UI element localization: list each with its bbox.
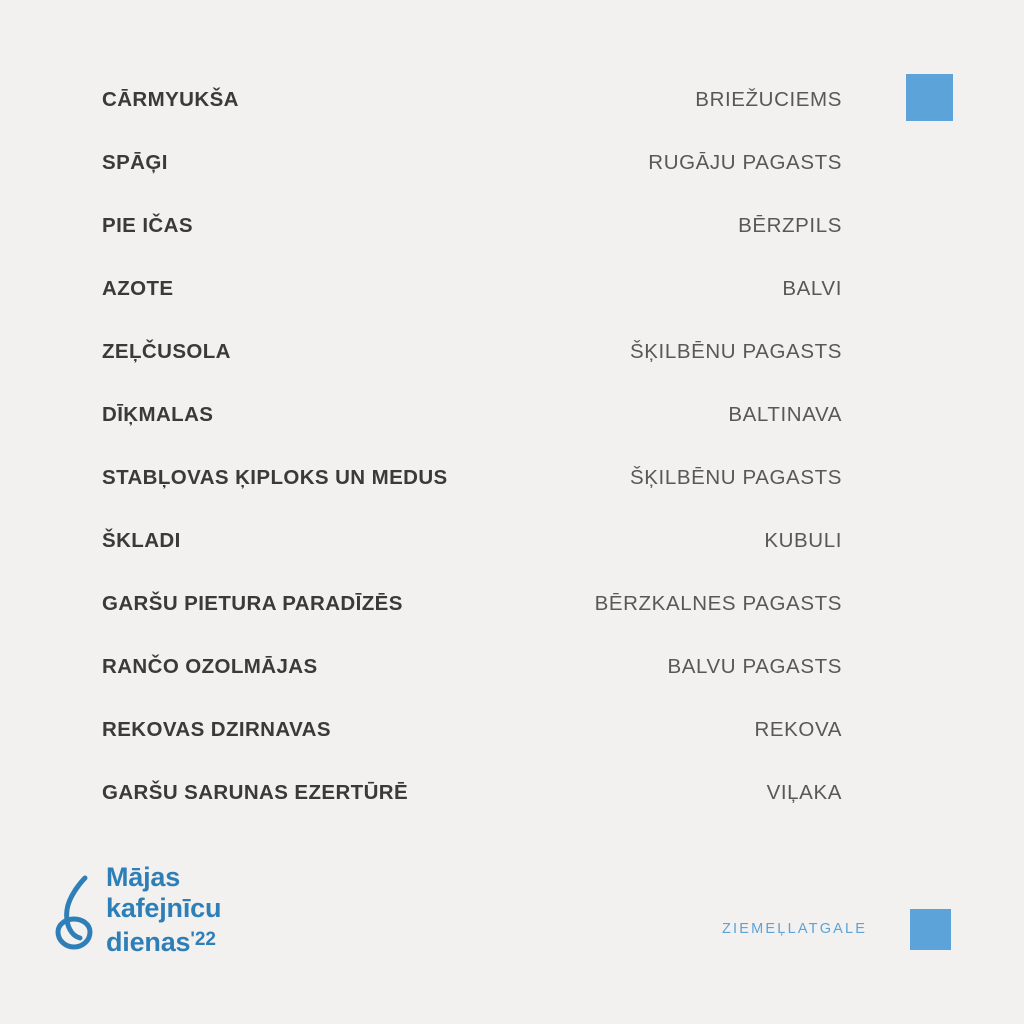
list-item: [102, 403, 842, 466]
cafe-location: BALVU PAGASTS: [667, 655, 842, 678]
brand-logo: [54, 862, 304, 958]
logo-line-3: dienas: [106, 927, 191, 957]
logo-line-1: Mājas: [106, 862, 181, 892]
logo-line-3-wrap: [106, 924, 221, 958]
logo-line-2: kafejnīcu: [106, 893, 222, 923]
cafe-name: GARŠU PIETURA PARADĪZĒS: [102, 592, 403, 615]
cafe-location: BRIEŽUCIEMS: [695, 88, 842, 111]
list-item: [102, 214, 842, 277]
list-item: [102, 88, 842, 151]
logo-year: '22: [190, 929, 216, 950]
cafe-name: STABĻOVAS ĶIPLOKS UN MEDUS: [102, 466, 448, 489]
cafe-location: VIĻAKA: [766, 781, 842, 804]
cafe-name: ŠKLADI: [102, 529, 181, 552]
cafe-name: RANČO OZOLMĀJAS: [102, 655, 318, 678]
decorative-square-top-right: [906, 74, 953, 121]
ladle-icon: [54, 874, 102, 950]
cafe-name: ZEĻČUSOLA: [102, 340, 231, 363]
list-item: [102, 151, 842, 214]
region-label: ZIEMEĻLATGALE: [722, 921, 868, 937]
logo-wordmark: [106, 862, 221, 958]
cafe-name: AZOTE: [102, 277, 174, 300]
cafe-name: PIE IČAS: [102, 214, 193, 237]
cafe-name: SPĀĢI: [102, 151, 168, 174]
cafe-name: GARŠU SARUNAS EZERTŪRĒ: [102, 781, 409, 804]
list-item: [102, 718, 842, 781]
cafe-name: CĀRMYUKŠA: [102, 88, 239, 111]
cafe-name: DĪĶMALAS: [102, 403, 214, 426]
cafe-location: KUBULI: [764, 529, 842, 552]
cafe-location: ŠĶILBĒNU PAGASTS: [629, 340, 842, 363]
cafe-location: REKOVA: [754, 718, 842, 741]
decorative-square-bottom-right: [910, 909, 951, 950]
list-item: [102, 340, 842, 403]
list-item: [102, 466, 842, 529]
cafe-location: BĒRZPILS: [738, 214, 842, 237]
cafe-location: RUGĀJU PAGASTS: [648, 151, 842, 174]
list-item: [102, 781, 842, 844]
list-item: [102, 529, 842, 592]
cafe-location: BALTINAVA: [728, 403, 842, 426]
list-item: [102, 277, 842, 340]
cafe-location: BALVI: [782, 277, 842, 300]
cafe-name: REKOVAS DZIRNAVAS: [102, 718, 331, 741]
cafe-location: BĒRZKALNES PAGASTS: [594, 592, 842, 615]
list-item: [102, 655, 842, 718]
list-item: [102, 592, 842, 655]
cafe-location: ŠĶILBĒNU PAGASTS: [629, 466, 842, 489]
cafe-listing: [102, 88, 842, 844]
